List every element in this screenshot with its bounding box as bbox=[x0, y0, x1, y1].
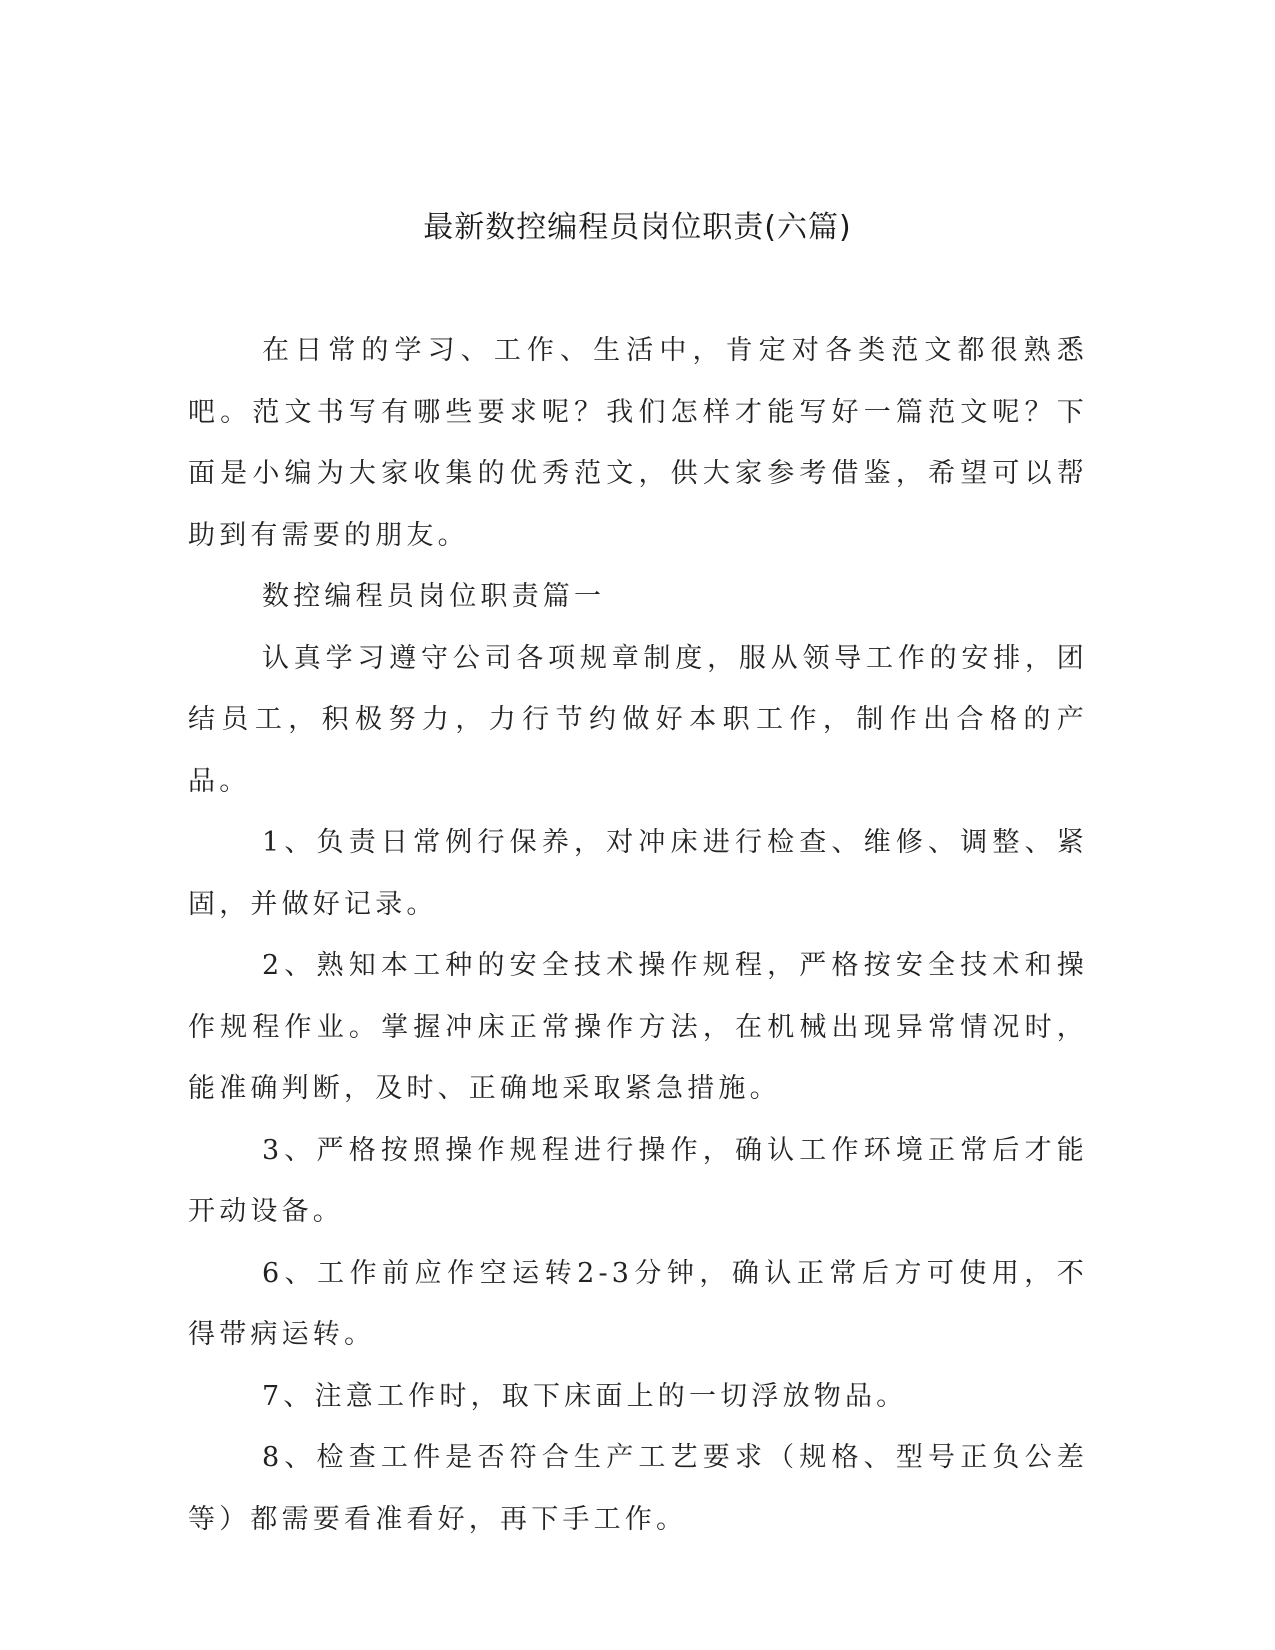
list-item: 1、负责日常例行保养，对冲床进行检查、维修、调整、紧固，并做好记录。 bbox=[188, 827, 1088, 920]
document-title: 最新数控编程员岗位职责(六篇) bbox=[423, 210, 852, 245]
body-paragraph: 认真学习遵守公司各项规章制度，服从领导工作的安排，团结员工，积极努力，力行节约做好本职工作，制作出合格的产品。 bbox=[188, 642, 1088, 797]
list-item: 8、检查工件是否符合生产工艺要求（规格、型号正负公差等）都需要看准看好，再下手工作。 bbox=[188, 1442, 1088, 1535]
list-item: 2、熟知本工种的安全技术操作规程，严格按安全技术和操作规程作业。掌握冲床正常操作方法，在机械出现异常情况时，能准确判断，及时、正确地采取紧急措施。 bbox=[188, 950, 1088, 1104]
intro-paragraph: 在日常的学习、工作、生活中，肯定对各类范文都很熟悉吧。范文书写有哪些要求呢？我们怎样才能写好一篇范文呢？下面是小编为大家收集的优秀范文，供大家参考借鉴，希望可以帮助到有需要的朋友。 bbox=[188, 335, 1088, 551]
section-heading: 数控编程员岗位职责篇一 bbox=[262, 581, 606, 612]
list-item: 7、注意工作时，取下床面上的一切浮放物品。 bbox=[262, 1380, 908, 1412]
list-item: 6、工作前应作空运转2-3分钟，确认正常后方可使用，不得带病运转。 bbox=[188, 1257, 1088, 1350]
list-item: 3、严格按照操作规程进行操作，确认工作环境正常后才能开动设备。 bbox=[188, 1134, 1088, 1227]
document-body bbox=[188, 320, 1088, 1550]
